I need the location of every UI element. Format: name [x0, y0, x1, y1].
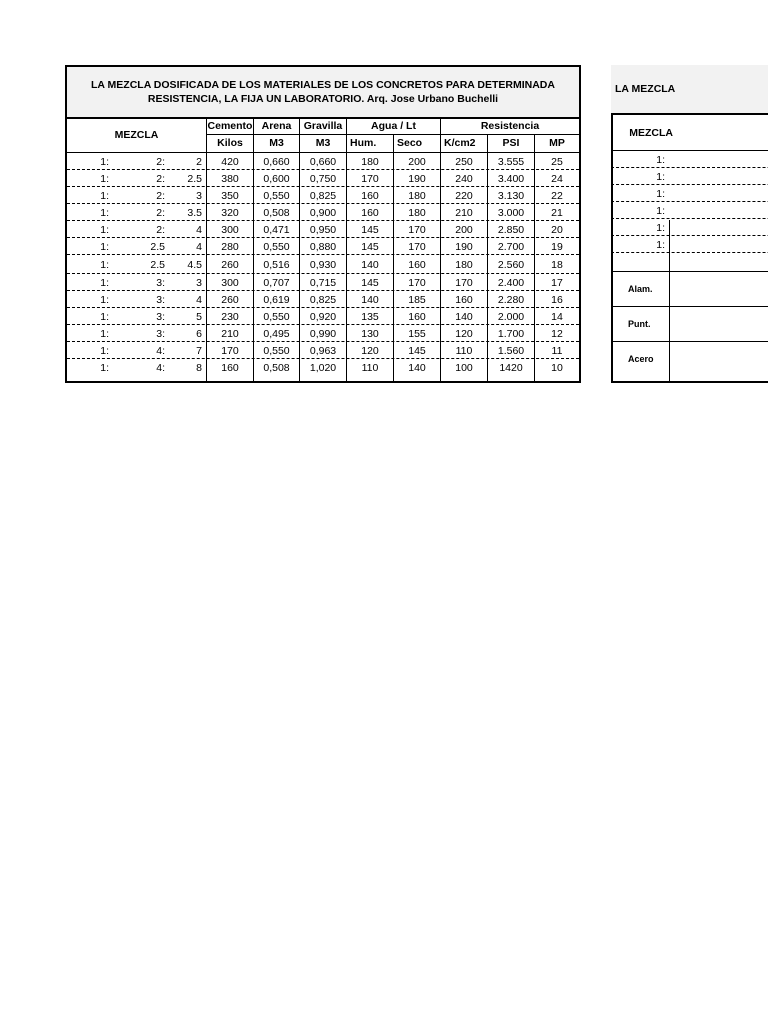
- cell-ratio-gravel: 5: [196, 310, 202, 323]
- secondary-cell-ratio: 1:: [656, 221, 665, 234]
- cell-resist-mp: 10: [551, 361, 563, 374]
- cell-agua-hum: 130: [361, 327, 379, 340]
- cell-arena-m3: 0,707: [263, 276, 290, 289]
- cell-resist-psi: 2.000: [497, 310, 525, 323]
- cell-agua-seco: 190: [408, 172, 426, 185]
- cell-agua-hum: 140: [361, 293, 379, 306]
- cell-ratio-cement: 1:: [100, 327, 109, 340]
- header-arena: Arena: [261, 119, 292, 132]
- cell-ratio-sand: 3:: [156, 276, 165, 289]
- column-rule: [346, 117, 347, 381]
- header-kcm2: K/cm2: [444, 137, 476, 149]
- cell-agua-seco: 160: [408, 310, 426, 323]
- cell-arena-m3: 0,508: [263, 206, 290, 219]
- cell-arena-m3: 0,550: [263, 240, 290, 253]
- secondary-label: Alam.: [628, 283, 653, 294]
- cell-resist-psi: 2.850: [497, 223, 525, 236]
- cell-agua-hum: 135: [361, 310, 379, 323]
- cell-agua-seco: 200: [408, 155, 426, 168]
- cell-ratio-cement: 1:: [100, 293, 109, 306]
- cell-ratio-gravel: 3: [196, 189, 202, 202]
- cell-ratio-sand: 2:: [156, 206, 165, 219]
- cell-cemento-kilos: 260: [221, 258, 239, 271]
- cell-ratio-cement: 1:: [100, 172, 109, 185]
- header-mezcla: MEZCLA: [114, 128, 159, 141]
- cell-resist-mp: 17: [551, 276, 563, 289]
- cell-ratio-cement: 1:: [100, 189, 109, 202]
- cell-agua-hum: 145: [361, 223, 379, 236]
- cell-cemento-kilos: 160: [221, 361, 239, 374]
- cell-arena-m3: 0,619: [263, 293, 290, 306]
- cell-cemento-kilos: 280: [221, 240, 239, 253]
- cell-ratio-cement: 1:: [100, 155, 109, 168]
- cell-arena-m3: 0,600: [263, 172, 290, 185]
- cell-resist-psi: 3.000: [497, 206, 525, 219]
- column-rule: [440, 117, 441, 381]
- cell-ratio-sand: 3:: [156, 293, 165, 306]
- cell-arena-m3: 0,660: [263, 155, 290, 168]
- header-gravilla: Gravilla: [303, 119, 343, 132]
- cell-ratio-cement: 1:: [100, 310, 109, 323]
- cell-cemento-kilos: 320: [221, 206, 239, 219]
- cell-resist-mp: 22: [551, 189, 563, 202]
- cell-resist-psi: 2.280: [497, 293, 525, 306]
- cell-gravilla-m3: 1,020: [309, 361, 337, 374]
- cell-resist-kcm2: 170: [455, 276, 473, 289]
- cell-cemento-kilos: 300: [221, 223, 239, 236]
- cell-ratio-cement: 1:: [100, 276, 109, 289]
- cell-resist-kcm2: 200: [455, 223, 473, 236]
- column-rule: [299, 117, 300, 381]
- secondary-label-rule: [669, 220, 670, 383]
- cell-gravilla-m3: 0,920: [309, 310, 337, 323]
- secondary-row-separator: [611, 252, 768, 253]
- cell-ratio-sand: 4:: [156, 361, 165, 374]
- cell-cemento-kilos: 170: [221, 344, 239, 357]
- cell-arena-m3: 0,550: [263, 189, 290, 202]
- cell-resist-mp: 20: [551, 223, 563, 236]
- cell-cemento-kilos: 210: [221, 327, 239, 340]
- cell-agua-seco: 180: [408, 206, 426, 219]
- cell-gravilla-m3: 0,825: [309, 293, 337, 306]
- cell-ratio-cement: 1:: [100, 223, 109, 236]
- column-rule: [393, 134, 394, 381]
- cell-resist-kcm2: 120: [455, 327, 473, 340]
- cell-resist-psi: 1.700: [497, 327, 525, 340]
- secondary-table: [611, 65, 768, 383]
- cell-ratio-sand: 2:: [156, 223, 165, 236]
- cell-arena-m3: 0,495: [263, 327, 290, 340]
- cell-agua-hum: 180: [361, 155, 379, 168]
- cell-ratio-cement: 1:: [100, 361, 109, 374]
- header-resistencia: Resistencia: [480, 119, 540, 132]
- cell-gravilla-m3: 0,990: [309, 327, 337, 340]
- cell-agua-seco: 145: [408, 344, 426, 357]
- cell-ratio-gravel: 6: [196, 327, 202, 340]
- cell-resist-psi: 2.400: [497, 276, 525, 289]
- cell-gravilla-m3: 0,880: [309, 240, 337, 253]
- cell-ratio-sand: 2:: [156, 155, 165, 168]
- cell-ratio-gravel: 8: [196, 361, 202, 374]
- secondary-label: Punt.: [628, 318, 651, 329]
- cell-resist-psi: 3.555: [497, 155, 525, 168]
- cell-resist-psi: 3.130: [497, 189, 525, 202]
- cell-arena-m3: 0,550: [263, 310, 290, 323]
- cell-agua-hum: 140: [361, 258, 379, 271]
- cell-resist-kcm2: 240: [455, 172, 473, 185]
- cell-gravilla-m3: 0,950: [309, 223, 337, 236]
- column-rule: [487, 134, 488, 381]
- concrete-mix-table: [65, 65, 581, 383]
- cell-gravilla-m3: 0,963: [309, 344, 337, 357]
- cell-ratio-gravel: 7: [196, 344, 202, 357]
- cell-cemento-kilos: 420: [221, 155, 239, 168]
- header-agua: Agua / Lt: [371, 119, 416, 132]
- cell-agua-seco: 140: [408, 361, 426, 374]
- title-line-1: LA MEZCLA DOSIFICADA DE LOS MATERIALES DE LOS CONCRETOS PARA DETERMINADA: [91, 79, 555, 91]
- cell-resist-psi: 1.560: [497, 344, 525, 357]
- cell-resist-mp: 18: [551, 258, 563, 271]
- cell-gravilla-m3: 0,715: [309, 276, 337, 289]
- cell-arena-m3: 0,471: [263, 223, 290, 236]
- cell-agua-hum: 145: [361, 276, 379, 289]
- cell-agua-seco: 180: [408, 189, 426, 202]
- cell-cemento-kilos: 260: [221, 293, 239, 306]
- cell-ratio-gravel: 4: [196, 293, 202, 306]
- cell-resist-psi: 2.700: [497, 240, 525, 253]
- cell-ratio-sand: 4:: [156, 344, 165, 357]
- cell-ratio-sand: 3:: [156, 327, 165, 340]
- secondary-label: Acero: [628, 353, 654, 364]
- cell-resist-psi: 2.560: [497, 258, 525, 271]
- cell-ratio-gravel: 3: [196, 276, 202, 289]
- cell-cemento-kilos: 300: [221, 276, 239, 289]
- secondary-cell-ratio: 1:: [656, 187, 665, 200]
- cell-ratio-gravel: 3.5: [187, 206, 202, 219]
- cell-arena-m3: 0,516: [263, 258, 290, 271]
- cell-arena-m3: 0,508: [263, 361, 290, 374]
- column-rule: [253, 117, 254, 381]
- secondary-cell-ratio: 1:: [656, 238, 665, 251]
- cell-resist-kcm2: 190: [455, 240, 473, 253]
- cell-agua-hum: 160: [361, 189, 379, 202]
- header-kilos: Kilos: [217, 137, 243, 149]
- cell-resist-mp: 14: [551, 310, 563, 323]
- header-seco: Seco: [397, 137, 423, 149]
- cell-agua-seco: 170: [408, 223, 426, 236]
- cell-agua-seco: 160: [408, 258, 426, 271]
- cell-resist-psi: 3.400: [497, 172, 525, 185]
- cell-resist-kcm2: 160: [455, 293, 473, 306]
- header-cemento: Cemento: [207, 119, 253, 132]
- cell-resist-mp: 11: [551, 344, 563, 357]
- cell-ratio-sand: 3:: [156, 310, 165, 323]
- cell-gravilla-m3: 0,900: [309, 206, 337, 219]
- cell-agua-hum: 120: [361, 344, 379, 357]
- title-line-2: RESISTENCIA, LA FIJA UN LABORATORIO. Arq. Jose Urbano Buchelli: [147, 93, 499, 105]
- cell-agua-hum: 170: [361, 172, 379, 185]
- cell-resist-psi: 1420: [499, 361, 523, 374]
- cell-ratio-gravel: 4.5: [187, 258, 202, 271]
- cell-resist-kcm2: 100: [455, 361, 473, 374]
- cell-ratio-gravel: 4: [196, 240, 202, 253]
- header-hum: Hum.: [350, 137, 377, 149]
- cell-gravilla-m3: 0,660: [309, 155, 337, 168]
- secondary-title: LA MEZCLA: [611, 65, 768, 115]
- cell-ratio-cement: 1:: [100, 206, 109, 219]
- cell-gravilla-m3: 0,930: [309, 258, 337, 271]
- cell-agua-hum: 145: [361, 240, 379, 253]
- cell-resist-mp: 21: [551, 206, 563, 219]
- cell-resist-mp: 19: [551, 240, 563, 253]
- cell-resist-mp: 24: [551, 172, 563, 185]
- cell-resist-kcm2: 220: [455, 189, 473, 202]
- cell-ratio-gravel: 2.5: [187, 172, 202, 185]
- cell-resist-kcm2: 140: [455, 310, 473, 323]
- secondary-cell-ratio: 1:: [656, 170, 665, 183]
- cell-ratio-sand: 2.5: [150, 240, 165, 253]
- header-mp: MP: [549, 137, 565, 149]
- cell-agua-hum: 110: [361, 361, 379, 374]
- header-gravilla-m3: M3: [315, 137, 331, 149]
- cell-agua-seco: 170: [408, 276, 426, 289]
- cell-resist-kcm2: 110: [455, 344, 473, 357]
- cell-resist-kcm2: 180: [455, 258, 473, 271]
- cell-agua-seco: 185: [408, 293, 426, 306]
- column-rule: [534, 134, 535, 381]
- cell-arena-m3: 0,550: [263, 344, 290, 357]
- cell-ratio-cement: 1:: [100, 258, 109, 271]
- secondary-cell-ratio: 1:: [656, 204, 665, 217]
- cell-ratio-gravel: 4: [196, 223, 202, 236]
- cell-gravilla-m3: 0,750: [309, 172, 337, 185]
- cell-resist-mp: 16: [551, 293, 563, 306]
- cell-agua-seco: 170: [408, 240, 426, 253]
- cell-cemento-kilos: 230: [221, 310, 239, 323]
- cell-ratio-sand: 2.5: [150, 258, 165, 271]
- cell-resist-kcm2: 210: [455, 206, 473, 219]
- cell-ratio-cement: 1:: [100, 344, 109, 357]
- cell-ratio-gravel: 2: [196, 155, 202, 168]
- cell-gravilla-m3: 0,825: [309, 189, 337, 202]
- cell-agua-seco: 155: [408, 327, 426, 340]
- header-psi: PSI: [502, 137, 520, 149]
- cell-cemento-kilos: 350: [221, 189, 239, 202]
- cell-cemento-kilos: 380: [221, 172, 239, 185]
- secondary-header-mezcla: MEZCLA: [629, 126, 673, 139]
- header-arena-m3: M3: [269, 137, 284, 149]
- cell-ratio-cement: 1:: [100, 240, 109, 253]
- cell-ratio-sand: 2:: [156, 189, 165, 202]
- table-title: [67, 67, 579, 119]
- cell-ratio-sand: 2:: [156, 172, 165, 185]
- secondary-cell-ratio: 1:: [656, 153, 665, 166]
- cell-agua-hum: 160: [361, 206, 379, 219]
- cell-resist-mp: 25: [551, 155, 563, 168]
- column-rule: [206, 117, 207, 381]
- cell-resist-mp: 12: [551, 327, 563, 340]
- cell-resist-kcm2: 250: [455, 155, 473, 168]
